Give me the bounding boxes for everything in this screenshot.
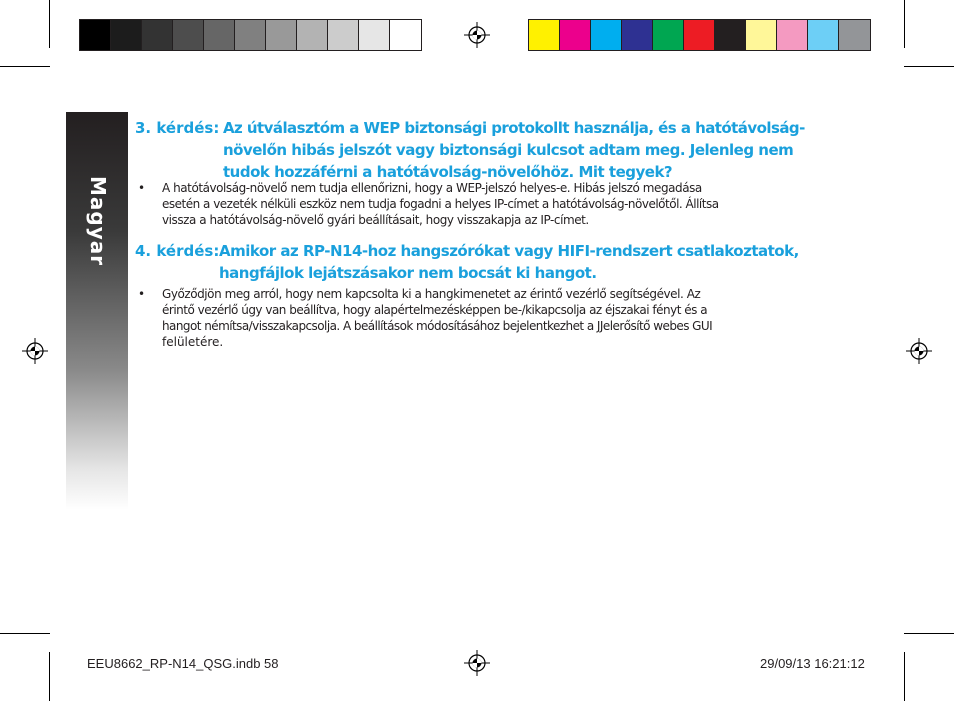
registration-mark-icon	[464, 22, 490, 48]
process-color-bar	[528, 19, 871, 51]
question-number: 4. kérdés:	[135, 242, 220, 260]
language-tab-label: Magyar	[86, 176, 110, 267]
question-line: Amikor az RP-N14-hoz hangszórókat vagy HIFI-rendszert csatlakoztatok,	[219, 242, 799, 260]
answer-text	[162, 180, 842, 228]
crop-mark	[49, 652, 50, 701]
question-text	[223, 117, 805, 183]
color-swatch	[653, 20, 684, 50]
color-swatch	[390, 20, 421, 50]
crop-mark	[904, 633, 954, 634]
color-swatch	[359, 20, 390, 50]
crop-mark	[904, 0, 905, 48]
question-number: 3. kérdés:	[135, 119, 220, 137]
color-swatch	[80, 20, 111, 50]
question-text	[219, 240, 799, 284]
question-line: növelőn hibás jelszót vagy biztonsági kulcsot adtam meg. Jelenleg nem	[223, 141, 794, 159]
answer-line: esetén a vezeték nélküli eszköz nem tudja fogadni a helyes IP-címet a hatótávolság-növelőtől. Állítsa	[162, 197, 719, 211]
color-swatch	[622, 20, 653, 50]
color-swatch	[591, 20, 622, 50]
color-swatch	[204, 20, 235, 50]
footer-datetime: 29/09/13 16:21:12	[760, 656, 865, 671]
registration-mark-icon	[22, 338, 48, 364]
crop-mark	[0, 633, 50, 634]
language-side-tab	[66, 112, 128, 510]
registration-mark-icon	[906, 338, 932, 364]
answer-line: Győződjön meg arról, hogy nem kapcsolta ki a hangkimenetet az érintő vezérlő segítségével. Az	[162, 287, 701, 301]
color-swatch	[529, 20, 560, 50]
color-swatch	[111, 20, 142, 50]
color-swatch	[839, 20, 870, 50]
answer-line: hangot némítsa/visszakapcsolja. A beállítások módosításához bejelentkezhet a JJelerősítő webes GUI	[162, 319, 713, 333]
question-line: tudok hozzáférni a hatótávolság-növelőhöz. Mit tegyek?	[223, 163, 673, 181]
answer-line: vissza a hatótávolság-növelő gyári beállításait, hogy visszakapja az IP-címet.	[162, 213, 589, 227]
color-swatch	[777, 20, 808, 50]
answer-line: A hatótávolság-növelő nem tudja ellenőrizni, hogy a WEP-jelszó helyes-e. Hibás jelszó megadása	[162, 181, 702, 195]
crop-mark	[0, 66, 50, 67]
color-swatch	[297, 20, 328, 50]
color-swatch	[746, 20, 777, 50]
color-swatch	[142, 20, 173, 50]
color-swatch	[328, 20, 359, 50]
footer-file-name: EEU8662_RP-N14_QSG.indb 58	[87, 656, 279, 671]
color-swatch	[173, 20, 204, 50]
answer-text	[162, 286, 842, 350]
bullet: •	[138, 181, 146, 195]
answer-line: felületére.	[162, 335, 224, 349]
registration-mark-icon	[464, 650, 490, 676]
color-swatch	[715, 20, 746, 50]
bullet: •	[138, 287, 146, 301]
question-line: Az útválasztóm a WEP biztonsági protokollt használja, és a hatótávolság-	[223, 119, 805, 137]
color-swatch	[560, 20, 591, 50]
color-swatch	[235, 20, 266, 50]
crop-mark	[904, 652, 905, 701]
color-swatch	[684, 20, 715, 50]
crop-mark	[49, 0, 50, 48]
question-line: hangfájlok lejátszásakor nem bocsát ki hangot.	[219, 264, 597, 282]
color-swatch	[266, 20, 297, 50]
grayscale-color-bar	[79, 19, 422, 51]
color-swatch	[808, 20, 839, 50]
answer-line: érintő vezérlő úgy van beállítva, hogy alapértelmezésképpen be-/kikapcsolja az éjszakai fényt és a	[162, 303, 708, 317]
crop-mark	[904, 66, 954, 67]
